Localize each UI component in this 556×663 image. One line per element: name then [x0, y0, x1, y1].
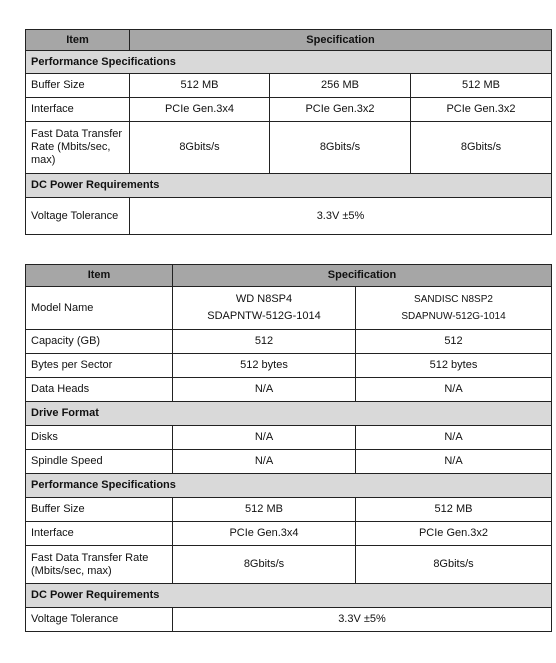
cell-value: 8Gbits/s [130, 122, 270, 174]
header-item: Item [26, 30, 130, 51]
row-label: Fast Data Transfer Rate (Mbits/sec, max) [26, 546, 173, 584]
cell-value: 3.3V ±5% [130, 198, 552, 235]
row-label: Buffer Size [26, 74, 130, 98]
row-label: Voltage Tolerance [26, 608, 173, 632]
header-specification: Specification [130, 30, 552, 51]
header-item: Item [26, 265, 173, 287]
row-label: Model Name [26, 287, 173, 330]
row-label: Fast Data Transfer Rate (Mbits/sec, max) [26, 122, 130, 174]
cell-value: 512 [173, 330, 356, 354]
cell-value: PCIe Gen.3x2 [356, 522, 552, 546]
row-label: Bytes per Sector [26, 354, 173, 378]
row-label: Interface [26, 522, 173, 546]
cell-value: PCIe Gen.3x4 [130, 98, 270, 122]
cell-value: PCIe Gen.3x4 [173, 522, 356, 546]
cell-value: 512 MB [411, 74, 552, 98]
cell-value: N/A [173, 450, 356, 474]
spec-table-1 [25, 29, 552, 235]
section-performance: Performance Specifications [26, 474, 552, 498]
cell-value: 3.3V ±5% [173, 608, 552, 632]
row-label: Voltage Tolerance [26, 198, 130, 235]
section-power: DC Power Requirements [26, 584, 552, 608]
cell-value: WD N8SP4 SDAPNTW-512G-1014 [173, 287, 356, 330]
row-label: Spindle Speed [26, 450, 173, 474]
row-label: Buffer Size [26, 498, 173, 522]
cell-value: 512 MB [130, 74, 270, 98]
cell-value: PCIe Gen.3x2 [411, 98, 552, 122]
spec-table-2 [25, 264, 552, 632]
row-label: Interface [26, 98, 130, 122]
section-performance: Performance Specifications [26, 51, 552, 74]
cell-value: 512 bytes [356, 354, 552, 378]
cell-value: 512 MB [356, 498, 552, 522]
cell-value: N/A [356, 426, 552, 450]
cell-value: 256 MB [270, 74, 411, 98]
cell-value: N/A [173, 426, 356, 450]
cell-value: 512 [356, 330, 552, 354]
header-specification: Specification [173, 265, 552, 287]
cell-value: 512 bytes [173, 354, 356, 378]
section-power: DC Power Requirements [26, 174, 552, 198]
cell-value: 8Gbits/s [411, 122, 552, 174]
row-label: Disks [26, 426, 173, 450]
cell-value: 8Gbits/s [356, 546, 552, 584]
row-label: Capacity (GB) [26, 330, 173, 354]
cell-value: 512 MB [173, 498, 356, 522]
row-label: Data Heads [26, 378, 173, 402]
section-drive-format: Drive Format [26, 402, 552, 426]
cell-value: 8Gbits/s [270, 122, 411, 174]
cell-value: N/A [173, 378, 356, 402]
cell-value: PCIe Gen.3x2 [270, 98, 411, 122]
cell-value: 8Gbits/s [173, 546, 356, 584]
cell-value: SANDISC N8SP2 SDAPNUW-512G-1014 [356, 287, 552, 330]
cell-value: N/A [356, 378, 552, 402]
cell-value: N/A [356, 450, 552, 474]
